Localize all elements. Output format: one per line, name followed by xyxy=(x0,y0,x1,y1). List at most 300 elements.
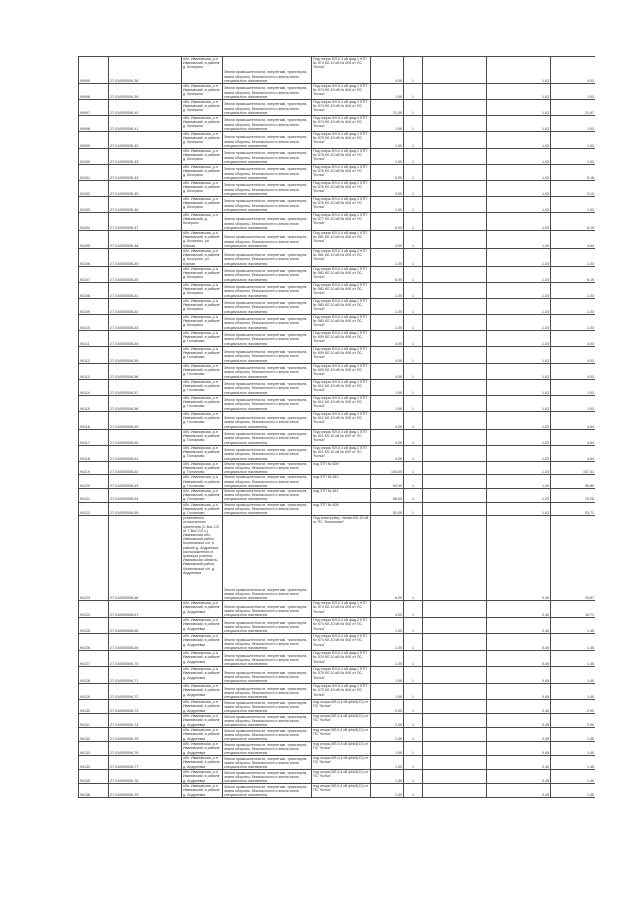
rate-cell: 1,03 xyxy=(487,197,551,213)
rate-cell: 0,45 xyxy=(487,742,551,756)
coefficient-cell: 1 xyxy=(404,116,423,132)
purpose-cell: под опоры ВЛ-0,4 кВ ф№5(12) от ПС "Котья" xyxy=(312,714,371,728)
rate-cell: 1,03 xyxy=(487,298,551,314)
table-row xyxy=(79,502,596,516)
code-cell: 94113 xyxy=(79,363,109,379)
area-cell: 3,00 xyxy=(371,181,404,197)
rate-cell: 1,03 xyxy=(487,266,551,282)
rate-cell: 1,03 xyxy=(487,475,551,489)
table-row xyxy=(79,684,596,700)
purpose-cell: Под опоры ВЛ-0,4 кВ фид.2 КТП № 582 КЛ-10 кВ № 604 от ПС "Котья" xyxy=(312,282,371,298)
address-cell: обл. Ивановская, р-н Ивановский, в районе д. Голчаново xyxy=(182,363,223,379)
code-cell: 94103 xyxy=(79,197,109,213)
coefficient-cell: 1 xyxy=(404,282,423,298)
registration-number-cell: 27-01/00/0006-48 xyxy=(109,231,182,249)
empty-cell xyxy=(423,502,487,516)
code-cell: 94133 xyxy=(79,742,109,756)
registration-number-cell: 27-01/00/0006-65 xyxy=(109,502,182,516)
rate-cell: 0,45 xyxy=(487,784,551,798)
coefficient-cell: 1 xyxy=(404,330,423,346)
rate-cell: 1,03 xyxy=(487,213,551,231)
empty-cell xyxy=(423,165,487,181)
rate-cell: 1,03 xyxy=(487,502,551,516)
rate-cell: 1,03 xyxy=(487,84,551,100)
total-cell: 1,45 xyxy=(551,684,596,700)
area-cell: 1,00 xyxy=(371,651,404,667)
coefficient-cell: 1 xyxy=(404,618,423,634)
coefficient-cell: 1 xyxy=(404,502,423,516)
purpose-cell: Под опоры ВЛ-0,4 кВ фид.2 КТП № 583 КЛ-10 кВ № 604 от ПС "Котья" xyxy=(312,314,371,330)
rate-cell: 1,03 xyxy=(487,445,551,461)
code-cell: 94119 xyxy=(79,461,109,475)
coefficient-cell: 1 xyxy=(404,714,423,728)
address-cell: обл. Ивановская, р-н Ивановский, в районе д. Кочерино xyxy=(182,84,223,100)
registration-number-cell: 27-01/00/0006-41 xyxy=(109,116,182,132)
rate-cell: 1,03 xyxy=(487,330,551,346)
empty-cell xyxy=(423,411,487,429)
area-cell: 1,00 xyxy=(371,116,404,132)
coefficient-cell: 1 xyxy=(404,667,423,684)
purpose-cell: под опоры ВЛ-0,4 кВ ф№5(12) от ПС "Котья" xyxy=(312,770,371,784)
land-category-cell: Земли промышленности, энергетики, транспорта, земли обороны, безопасности и земли иного специального назначения xyxy=(223,728,312,742)
land-category-cell: Земли промышленности, энергетики, транспорта, земли обороны, безопасности и земли иного специального назначения xyxy=(223,601,312,618)
code-cell: 94100 xyxy=(79,149,109,165)
code-cell: 94101 xyxy=(79,165,109,181)
registration-number-cell: 27-01/00/0006-43 xyxy=(109,149,182,165)
address-cell: обл. Ивановская, р-н Ивановский, в районе д. Голчаново xyxy=(182,411,223,429)
table-row xyxy=(79,784,596,798)
purpose-cell: Под опоры ВЛ-0,4 кВ фид.2 КТП № 576 КЛ-10 кВ № 604 от ПС "Котья" xyxy=(312,181,371,197)
table-row xyxy=(79,601,596,618)
coefficient-cell: 1 xyxy=(404,249,423,267)
total-cell: 1,45 xyxy=(551,756,596,770)
registration-number-cell: 27-01/00/0006-59 xyxy=(109,411,182,429)
coefficient-cell: 1 xyxy=(404,461,423,475)
address-cell: обл. Ивановская, р-н Ивановский, в районе д. Андреевка xyxy=(182,770,223,784)
purpose-cell: Под опоры ВЛ-0,4 кВ фид.4 КТП № 574 КЛ-10 кВ № 604 от ПС "Котья" xyxy=(312,116,371,132)
area-cell: 4,00 xyxy=(371,363,404,379)
total-cell: 1,45 xyxy=(551,667,596,684)
table-row xyxy=(79,667,596,684)
purpose-cell: под опоры ВЛ-0,4 кВ ф№5(12) от ПС "Котья" xyxy=(312,728,371,742)
land-category-cell: Земли промышленности, энергетики, транспорта, земли обороны, безопасности и земли иного специального назначения xyxy=(223,756,312,770)
purpose-cell: Под опоры ВЛ-0,4 кВ фид.1 КТП № 611 КЛ-10 кВ № 609 от ПС "Котья" xyxy=(312,429,371,445)
coefficient-cell: 1 xyxy=(404,411,423,429)
address-cell: обл. Ивановская, р-н Ивановский, в районе д. Кочерино xyxy=(182,197,223,213)
coefficient-cell: 1 xyxy=(404,197,423,213)
coefficient-cell: 1 xyxy=(404,742,423,756)
total-cell: 1,45 xyxy=(551,618,596,634)
rate-cell: 0,45 xyxy=(487,770,551,784)
area-cell: 2,00 xyxy=(371,714,404,728)
address-cell: обл. Ивановская, р-н Ивановский, в районе д. Кочерино xyxy=(182,298,223,314)
purpose-cell: Под опоры ВЛ-0,4 кВ фид.2 КТП № 581 КЛ-10 кВ № 604 от ПС "Котья" xyxy=(312,249,371,267)
empty-cell xyxy=(423,346,487,363)
land-category-cell: Земли промышленности, энергетики, транспорта, земли обороны, безопасности и земли иного специального назначения xyxy=(223,429,312,445)
registration-number-cell: 27-01/00/0006-46 xyxy=(109,197,182,213)
land-category-cell: Земли промышленности, энергетики, транспорта, земли обороны, безопасности и земли иного специального назначения xyxy=(223,57,312,84)
area-cell: 1,00 xyxy=(371,667,404,684)
rate-cell: 1,03 xyxy=(487,489,551,503)
area-cell: 4,00 xyxy=(371,346,404,363)
area-cell: 1,00 xyxy=(371,249,404,267)
address-cell: обл. Ивановская, р-н Ивановский, в районе д. Андреевка xyxy=(182,784,223,798)
purpose-cell: Под опоры ВЛ-0,4 кВ фид.2 КТП № 610 КЛ-10 кВ № 609 от ПС "Котья" xyxy=(312,395,371,411)
address-cell: обл. Ивановская, р-н Ивановский, д. Кочерино xyxy=(182,213,223,231)
empty-cell xyxy=(423,363,487,379)
land-category-cell: Земли промышленности, энергетики, транспорта, земли обороны, безопасности и земли иного специального назначения xyxy=(223,742,312,756)
table-row xyxy=(79,249,596,267)
area-cell: 1,00 xyxy=(371,756,404,770)
empty-cell xyxy=(423,213,487,231)
table-row xyxy=(79,516,596,601)
address-cell: обл. Ивановская, р-н Ивановский, в районе д. Андреевка xyxy=(182,728,223,742)
address-cell: обл. Ивановская, р-н Ивановский, в районе д. Голчаново xyxy=(182,346,223,363)
coefficient-cell: 1 xyxy=(404,100,423,116)
empty-cell xyxy=(423,475,487,489)
table-row xyxy=(79,181,596,197)
empty-cell xyxy=(423,231,487,249)
address-cell: установлено относительно ориентира (С-Вос 1/3 от Г-Вос 2/3 ч.) Ивановская обл., Ивановский район, Коляновское с/п, в районе д. Андреевка, расположенного в границах участка. Ивановская область, Ивановский район, Коляновское с/п, д. Андреевка xyxy=(182,516,223,601)
total-cell: 4,03 xyxy=(551,363,596,379)
total-cell: 1,45 xyxy=(551,651,596,667)
address-cell: обл. Ивановская, р-н Ивановский, в районе д. Андреевка xyxy=(182,714,223,728)
table-row xyxy=(79,282,596,298)
table-row xyxy=(79,395,596,411)
table-row xyxy=(79,231,596,249)
rate-cell: 1,03 xyxy=(487,346,551,363)
coefficient-cell: 1 xyxy=(404,363,423,379)
land-plots-table xyxy=(78,56,595,798)
area-cell: 52,00 xyxy=(371,502,404,516)
total-cell: 1,03 xyxy=(551,132,596,149)
land-category-cell: Земли промышленности, энергетики, транспорта, земли обороны, безопасности и земли иного специального назначения xyxy=(223,700,312,714)
area-cell: 4,00 xyxy=(371,411,404,429)
empty-cell xyxy=(423,429,487,445)
total-cell: 55,80 xyxy=(551,475,596,489)
code-cell: 94097 xyxy=(79,100,109,116)
area-cell: 1,00 xyxy=(371,742,404,756)
registration-number-cell: 27-01/00/0006-72 xyxy=(109,684,182,700)
code-cell: 94104 xyxy=(79,213,109,231)
rate-cell: 1,03 xyxy=(487,116,551,132)
empty-cell xyxy=(423,445,487,461)
code-cell: 94130 xyxy=(79,700,109,714)
table-row xyxy=(79,298,596,314)
registration-number-cell: 27-01/00/0006-73 xyxy=(109,700,182,714)
address-cell: обл. Ивановская, р-н Ивановский, в районе д. Кочерино xyxy=(182,149,223,165)
land-category-cell: Земли промышленности, энергетики, транспорта, земли обороны, безопасности и земли иного специального назначения xyxy=(223,475,312,489)
land-category-cell: Земли промышленности, энергетики, транспорта, земли обороны, безопасности и земли иного специального назначения xyxy=(223,282,312,298)
rate-cell: 1,03 xyxy=(487,411,551,429)
total-cell: 4,64 xyxy=(551,445,596,461)
land-category-cell: Земли промышленности, энергетики, транспорта, земли обороны, безопасности и земли иного специального назначения xyxy=(223,411,312,429)
coefficient-cell: 1 xyxy=(404,213,423,231)
address-cell: обл. Ивановская, р-н Ивановский, в районе д. Андреевка xyxy=(182,667,223,684)
land-category-cell: Земли промышленности, энергетики, транспорта, земли обороны, безопасности и земли иного специального назначения xyxy=(223,770,312,784)
rate-cell: 0,45 xyxy=(487,667,551,684)
land-category-cell: Земли промышленности, энергетики, транспорта, земли обороны, безопасности и земли иного специального назначения xyxy=(223,116,312,132)
empty-cell xyxy=(423,489,487,503)
area-cell: 1,00 xyxy=(371,298,404,314)
total-cell: 4,64 xyxy=(551,231,596,249)
area-cell: 1,00 xyxy=(371,684,404,700)
rate-cell: 0,45 xyxy=(487,700,551,714)
empty-cell xyxy=(423,116,487,132)
area-cell: 4,00 xyxy=(371,601,404,618)
rate-cell: 1,03 xyxy=(487,57,551,84)
table-row xyxy=(79,742,596,756)
total-cell: 1,03 xyxy=(551,314,596,330)
area-cell: 1,00 xyxy=(371,770,404,784)
area-cell: 1,00 xyxy=(371,618,404,634)
purpose-cell: Под опоры ВЛ-0,4 кВ фид.1 КТП № 581 КЛ-10 кВ № 604 от ПС "Котья" xyxy=(312,231,371,249)
registration-number-cell: 27-01/00/0006-50 xyxy=(109,266,182,282)
code-cell: 94116 xyxy=(79,411,109,429)
rate-cell: 1,03 xyxy=(487,379,551,395)
code-cell: 94099 xyxy=(79,132,109,149)
registration-number-cell: 27-01/00/0006-55 xyxy=(109,346,182,363)
empty-cell xyxy=(423,516,487,601)
coefficient-cell: 1 xyxy=(404,379,423,395)
land-category-cell: Земли промышленности, энергетики, транспорта, земли обороны, безопасности и земли иного специального назначения xyxy=(223,330,312,346)
empty-cell xyxy=(423,330,487,346)
code-cell: 94124 xyxy=(79,601,109,618)
purpose-cell: под опоры ВЛ-0,4 кВ ф№5(12) от ПС "Котья" xyxy=(312,742,371,756)
code-cell: 94122 xyxy=(79,502,109,516)
empty-cell xyxy=(423,249,487,267)
address-cell: обл. Ивановская, р-н Ивановский, в районе д. Андреевка xyxy=(182,618,223,634)
address-cell: обл. Ивановская, р-н Ивановский, в районе д. Голчаново xyxy=(182,429,223,445)
empty-cell xyxy=(423,728,487,742)
registration-number-cell: 27-01/00/0006-45 xyxy=(109,181,182,197)
empty-cell xyxy=(423,601,487,618)
total-cell: 3,10 xyxy=(551,181,596,197)
land-category-cell: Земли промышленности, энергетики, транспорта, земли обороны, безопасности и земли иного специального назначения xyxy=(223,231,312,249)
empty-cell xyxy=(423,651,487,667)
land-category-cell: Земли промышленности, энергетики, транспорта, земли обороны, безопасности и земли иного специального назначения xyxy=(223,651,312,667)
area-cell: 1,00 xyxy=(371,314,404,330)
address-cell: обл. Ивановская, р-н Ивановский, в районе д. Кочерино, ул. Южная xyxy=(182,231,223,249)
purpose-cell: под опоры ВЛ-0,4 кВ ф№5(12) от ПС "Котья" xyxy=(312,756,371,770)
total-cell: 6,19 xyxy=(551,266,596,282)
rate-cell: 1,03 xyxy=(487,314,551,330)
coefficient-cell: 1 xyxy=(404,395,423,411)
code-cell: 94134 xyxy=(79,756,109,770)
area-cell: 2,00 xyxy=(371,700,404,714)
land-category-cell: Земли промышленности, энергетики, транспорта, земли обороны, безопасности и земли иного специального назначения xyxy=(223,363,312,379)
rate-cell: 1,03 xyxy=(487,429,551,445)
table-row xyxy=(79,756,596,770)
land-category-cell: Земли промышленности, энергетики, транспорта, земли обороны, безопасности и земли иного специального назначения xyxy=(223,132,312,149)
table-row xyxy=(79,84,596,100)
land-category-cell: Земли промышленности, энергетики, транспорта, земли обороны, безопасности и земли иного специального назначения xyxy=(223,197,312,213)
land-category-cell: Земли промышленности, энергетики, транспорта, земли обороны, безопасности и земли иного специального назначения xyxy=(223,100,312,116)
registration-number-cell: 27-01/00/0006-67 xyxy=(109,601,182,618)
land-category-cell: Земли промышленности, энергетики, транспорта, земли обороны, безопасности и земли иного специального назначения xyxy=(223,634,312,651)
registration-number-cell: 27-01/00/0006-40 xyxy=(109,100,182,116)
code-cell: 94115 xyxy=(79,395,109,411)
coefficient-cell: 1 xyxy=(404,231,423,249)
total-cell: 1,45 xyxy=(551,728,596,742)
total-cell: 1,03 xyxy=(551,84,596,100)
rate-cell: 0,45 xyxy=(487,618,551,634)
purpose-cell: Под опоры ВЛ-0,4 кВ фид.4 КТП № 574 КЛ-10 кВ № 604 от ПС "Котья" xyxy=(312,651,371,667)
purpose-cell: Под электропер. линию ВЛ-10 кВ от ПС "Кольяново" xyxy=(312,516,371,601)
registration-number-cell: 27-01/00/0006-61 xyxy=(109,445,182,461)
rate-cell: 1,03 xyxy=(487,249,551,267)
purpose-cell: Под опоры ВЛ-0,4 кВ фид.1 КТП № 575 КЛ-10 кВ № 604 от ПС "Котья" xyxy=(312,132,371,149)
purpose-cell: Под опоры ВЛ-0,4 кВ фид.1 КТП № 583 КЛ-10 кВ № 604 от ПС "Котья" xyxy=(312,298,371,314)
land-category-cell: Земли промышленности, энергетики, транспорта, земли обороны, безопасности и земли иного специального назначения xyxy=(223,618,312,634)
table-row xyxy=(79,770,596,784)
total-cell: 2,90 xyxy=(551,700,596,714)
rate-cell: 1,03 xyxy=(487,149,551,165)
land-category-cell: Земли промышленности, энергетики, транспорта, земли обороны, безопасности и земли иного специального назначения xyxy=(223,249,312,267)
total-cell: 21,67 xyxy=(551,100,596,116)
coefficient-cell: 1 xyxy=(404,181,423,197)
empty-cell xyxy=(423,770,487,784)
purpose-cell: Под опоры ВЛ-0,4 кВ фид.2 КТП № 611 КЛ-10 кВ № 609 от ПС "Котья" xyxy=(312,445,371,461)
registration-number-cell: 27-01/00/0006-78 xyxy=(109,770,182,784)
area-cell: 1,00 xyxy=(371,634,404,651)
table-row xyxy=(79,346,596,363)
total-cell: 4,03 xyxy=(551,57,596,84)
code-cell: 94132 xyxy=(79,728,109,742)
rate-cell: 1,03 xyxy=(487,100,551,116)
total-cell: 1,45 xyxy=(551,634,596,651)
table-row xyxy=(79,100,596,116)
total-cell: 1,45 xyxy=(551,770,596,784)
empty-cell xyxy=(423,314,487,330)
code-cell: 94129 xyxy=(79,684,109,700)
land-category-cell: Земли промышленности, энергетики, транспорта, земли обороны, безопасности и земли иного специального назначения xyxy=(223,379,312,395)
address-cell: обл. Ивановская, р-н Ивановский, в районе д. Голчаново xyxy=(182,445,223,461)
registration-number-cell: 27-01/00/0006-49 xyxy=(109,249,182,267)
address-cell: обл. Ивановская, р-н Ивановский, в районе д. Кочерино xyxy=(182,165,223,181)
land-category-cell: Земли промышленности, энергетики, транспорта, земли обороны, безопасности и земли иного специального назначения xyxy=(223,395,312,411)
coefficient-cell: 1 xyxy=(404,770,423,784)
registration-number-cell: 27-01/00/0006-63 xyxy=(109,475,182,489)
purpose-cell: под ЗТП № 609 xyxy=(312,502,371,516)
land-category-cell: Земли промышленности, энергетики, транспорта, земли обороны, безопасности и земли иного специального назначения xyxy=(223,181,312,197)
registration-number-cell: 27-01/00/0006-74 xyxy=(109,714,182,728)
area-cell: 1,00 xyxy=(371,149,404,165)
address-cell: обл. Ивановская, р-н Ивановский, в районе д. Кочерино xyxy=(182,132,223,149)
area-cell: 4,00 xyxy=(371,57,404,84)
land-category-cell: Земли промышленности, энергетики, транспорта, земли обороны, безопасности и земли иного специального назначения xyxy=(223,84,312,100)
address-cell: обл. Ивановская, р-н Ивановский, в районе д. Кочерино xyxy=(182,282,223,298)
land-category-cell: Земли промышленности, энергетики, транспорта, земли обороны, безопасности и земли иного специального назначения xyxy=(223,489,312,503)
purpose-cell: Под опоры ВЛ-0,4 кВ фид.1 КТП № 609 КЛ-10 кВ № 609 от ПС "Котья" xyxy=(312,330,371,346)
address-cell: обл. Ивановская, р-н Ивановский, в районе д. Андреевка xyxy=(182,700,223,714)
area-cell: 4,00 xyxy=(371,429,404,445)
purpose-cell: Под опоры ВЛ-0,4 кВ фид.1 КТП № 575 КЛ-10 кВ № 604 от ПС "Котья" xyxy=(312,667,371,684)
address-cell: обл. Ивановская, р-н Ивановский, в районе д. Кочерино xyxy=(182,266,223,282)
total-cell: 53,71 xyxy=(551,502,596,516)
coefficient-cell: 1 xyxy=(404,84,423,100)
total-cell: 15,87 xyxy=(551,516,596,601)
land-category-cell: Земли промышленности, энергетики, транспорта, земли обороны, безопасности и земли иного специального назначения xyxy=(223,714,312,728)
address-cell: обл. Ивановская, р-н Ивановский, в районе д. Андреевка xyxy=(182,756,223,770)
empty-cell xyxy=(423,700,487,714)
land-category-cell: Земли промышленности, энергетики, транспорта, земли обороны, безопасности и земли иного специального назначения xyxy=(223,298,312,314)
empty-cell xyxy=(423,84,487,100)
table-row xyxy=(79,165,596,181)
purpose-cell: под ЗТП № 609 xyxy=(312,461,371,475)
empty-cell xyxy=(423,57,487,84)
table-row xyxy=(79,197,596,213)
code-cell: 94105 xyxy=(79,231,109,249)
registration-number-cell: 27-01/00/0006-62 xyxy=(109,461,182,475)
land-category-cell: Земли промышленности, энергетики, транспорта, земли обороны, безопасности и земли иного специального назначения xyxy=(223,784,312,798)
address-cell: обл. Ивановская, р-н Ивановский, в районе д. Голчаново xyxy=(182,489,223,503)
address-cell: обл. Ивановская, р-н Ивановский, в районе д. Голчаново xyxy=(182,502,223,516)
coefficient-cell: 1 xyxy=(404,784,423,798)
coefficient-cell: 1 xyxy=(404,429,423,445)
registration-number-cell: 27-01/00/0006-77 xyxy=(109,756,182,770)
code-cell: 94098 xyxy=(79,116,109,132)
registration-number-cell: 27-01/00/0006-56 xyxy=(109,363,182,379)
total-cell: 4,03 xyxy=(551,346,596,363)
code-cell: 94135 xyxy=(79,770,109,784)
spreadsheet-page xyxy=(78,56,595,858)
code-cell: 94109 xyxy=(79,298,109,314)
registration-number-cell: 27-01/00/0006-47 xyxy=(109,213,182,231)
address-cell: обл. Ивановская, р-н Ивановский, в районе д. Кочерино xyxy=(182,181,223,197)
registration-number-cell: 27-01/00/0006-60 xyxy=(109,429,182,445)
purpose-cell: под опоры ВЛ-0,4 кВ ф№5(12) от ПС "Котья" xyxy=(312,700,371,714)
total-cell: 1,45 xyxy=(551,784,596,798)
empty-cell xyxy=(423,461,487,475)
code-cell: 94117 xyxy=(79,429,109,445)
code-cell: 94106 xyxy=(79,249,109,267)
address-cell: обл. Ивановская, р-н Ивановский, в районе д. Андреевка xyxy=(182,634,223,651)
registration-number-cell: 27-01/00/0006-57 xyxy=(109,379,182,395)
address-cell: обл. Ивановская, р-н Ивановский, в районе д. Андреевка xyxy=(182,684,223,700)
land-category-cell: Земли промышленности, энергетики, транспорта, земли обороны, безопасности и земли иного специального назначения xyxy=(223,165,312,181)
empty-cell xyxy=(423,100,487,116)
area-cell: 1,00 xyxy=(371,784,404,798)
total-cell: 1,03 xyxy=(551,149,596,165)
area-cell: 4,00 xyxy=(371,445,404,461)
land-category-cell: Земли промышленности, энергетики, транспорта, земли обороны, безопасности и земли иного специального назначения xyxy=(223,461,312,475)
address-cell: обл. Ивановская, р-н Ивановский, в районе д. Андреевка xyxy=(182,651,223,667)
area-cell: 6,00 xyxy=(371,516,404,601)
table-row xyxy=(79,213,596,231)
address-cell: обл. Ивановская, р-н Ивановский, в районе д. Кочерино xyxy=(182,116,223,132)
registration-number-cell: 27-01/00/0006-39 xyxy=(109,84,182,100)
area-cell: 6,00 xyxy=(371,266,404,282)
table-row xyxy=(79,489,596,503)
registration-number-cell: 27-01/00/0006-75 xyxy=(109,728,182,742)
area-cell: 1,00 xyxy=(371,84,404,100)
land-category-cell: Земли промышленности, энергетики, транспорта, земли обороны, безопасности и земли иного специального назначения xyxy=(223,445,312,461)
address-cell: обл. Ивановская, р-н Ивановский, в районе д. Андреевка xyxy=(182,601,223,618)
table-row xyxy=(79,132,596,149)
total-cell: 4,03 xyxy=(551,330,596,346)
registration-number-cell: 27-01/00/0006-66 xyxy=(109,516,182,601)
total-cell: 70,25 xyxy=(551,489,596,503)
total-cell: 10,71 xyxy=(551,601,596,618)
coefficient-cell: 1 xyxy=(404,298,423,314)
purpose-cell: Под опоры ВЛ-0,4 кВ фид.1 КТП № 610 КЛ-10 кВ № 609 от ПС "Котья" xyxy=(312,379,371,395)
total-cell: 4,64 xyxy=(551,429,596,445)
area-cell: 4,00 xyxy=(371,231,404,249)
area-cell: 6,00 xyxy=(371,213,404,231)
code-cell: 94121 xyxy=(79,489,109,503)
empty-cell xyxy=(423,266,487,282)
